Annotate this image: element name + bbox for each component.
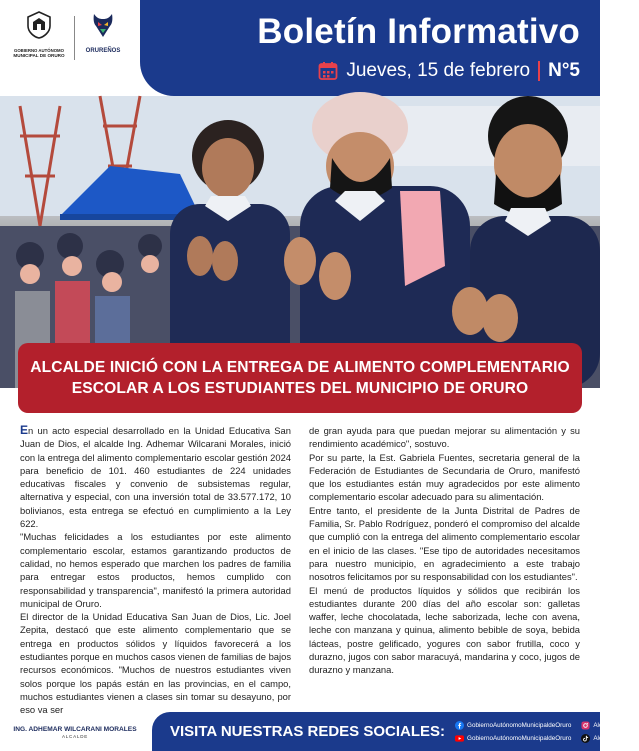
logo-divider: [74, 16, 75, 60]
header: [0, 0, 600, 96]
social-link-tiktok[interactable]: [581, 734, 638, 743]
logos: [8, 10, 128, 72]
title-panel: [140, 0, 600, 96]
diablada-mask-icon: [88, 10, 118, 40]
article-paragraph: "Muchas felicidades a los estudiantes por este alimento complementario escolar, estamos garantizando productos de calidad, no hemos esperado que marchen los padres de familia para entregar estos productos, hemos cumplido con responsabilidad y transparencia", manifestó la primera autoridad municipal de Oruro.: [20, 531, 291, 609]
orurenos-logo-text: ORUREÑOS: [85, 48, 121, 54]
social-label: AlcaldiadeOruro: [593, 721, 639, 729]
article-paragraph: Entre tanto, el presidente de la Junta Distrital de Padres de Familia, Sr. Pablo Rodríguez, ponderó el compromiso del alcalde que cumplió con la entrega del alimento complementario escolar en el inicio de las clases. "Ese tipo de autoridades necesitamos para nuestro municipio, en agradecimiento a este trabajo nosotros felicitamos por su responsabilidad con los estudiantes".: [309, 504, 580, 583]
article-paragraph: Por su parte, la Est. Gabriela Fuentes, secretaria general de la Federación de Estudiantes de Secundaria de Oruro, manifestó que los estudiantes están muy agradecidos por este alimento complementario escolar adecuado para su alimentación.: [309, 451, 580, 503]
article-column-right: [309, 424, 580, 696]
article-paragraph: de gran ayuda para que puedan mejorar su alimentación y su rendimiento académico", sostuvo.: [309, 425, 580, 450]
article-column-left: [20, 423, 292, 716]
social-heading: VISITA NUESTRAS REDES SOCIALES:: [170, 723, 446, 740]
paragraph-text: n un acto especial desarrollado en la Unidad Educativa San Juan de Dios, el alcalde Ing. Adhemar Wilcarani Morales, inició con la entrega del alimento complementario escolar gestión 2024 para beneficio de 101. 460 estudiantes de 224 unidades educativas fiscales y convenio de subsistemas regular, alternativa y especial, con una inversión total de 33.577.172, 10 bolivianos, esta entrega se efectuó en cumplimiento a la Ley 622.: [20, 425, 291, 530]
bulletin-date: Jueves, 15 de febrero: [346, 60, 531, 81]
social-label: GobiernoAutónomoMunicipaldeOruro: [467, 734, 572, 742]
headline-line2: ESCOLAR A LOS ESTUDIANTES DEL MUNICIPIO DE ORURO: [71, 380, 529, 397]
social-label: GobiernoAutónomoMunicipaldeOruro: [467, 721, 572, 729]
headline-line1: ALCALDE INICIÓ CON LA ENTREGA DE ALIMENTO COMPLEMENTARIO: [30, 359, 570, 376]
article-paragraph: [20, 424, 291, 530]
social-link-instagram[interactable]: [581, 721, 638, 730]
tiktok-icon: [581, 734, 590, 743]
mayor-role: ALCALDE: [61, 734, 89, 739]
municipal-shield-icon: [24, 10, 54, 40]
headline-banner: [18, 343, 582, 413]
issue-number: N°5: [548, 60, 580, 81]
social-links: [455, 721, 638, 743]
social-footer: [152, 712, 639, 751]
social-link-facebook[interactable]: [455, 721, 571, 730]
facebook-icon: [455, 721, 464, 730]
article-body: [20, 423, 580, 716]
mayor-name: ING. ADHEMAR WILCARANI MORALES: [13, 726, 137, 733]
date-divider: [538, 61, 540, 81]
instagram-icon: [581, 721, 590, 730]
drop-cap: E: [20, 423, 29, 437]
article-paragraph: El menú de productos líquidos y sólidos que recibirán los estudiantes durante 200 días del año escolar son: galletas waffer, leche chocolatada, leche saborizada, leche con avena, leche con manzana y quinua, alimento bebible de soya, bebida lácteas, postre gelificado, yogures con sabor frutilla, coco y durazno, jugos con sabor maracuyá, mandarina y coco, jugos de durazno y manzana.: [309, 584, 580, 676]
gam-logo: [8, 10, 70, 58]
orurenos-logo: [79, 10, 127, 55]
mayor-signature: [0, 712, 150, 751]
gam-logo-line1: GOBIERNO AUTÓNOMO: [14, 48, 64, 53]
bulletin-title: Boletín Informativo: [257, 12, 580, 51]
article-paragraph: El director de la Unidad Educativa San Juan de Dios, Lic. Joel Zepita, destacó que este alimento complementario que se entrega en productos sólidos y líquidos favorecerá a los estudiantes porque en muchos casos vienen de familias de bajos recursos económicos. "Muchos de nuestros estudiantes viven solos porque los papás están en las provincias, en el campo, muchos estudiantes vienen a clases sin tomar su desayuno, por eso va ser: [20, 611, 292, 716]
gam-logo-line2: MUNICIPAL DE ORURO: [13, 53, 65, 58]
social-link-youtube[interactable]: [455, 734, 571, 743]
date-row: [318, 60, 580, 82]
youtube-icon: [455, 734, 464, 743]
social-label: AlcaldiaOruro: [593, 734, 632, 742]
calendar-icon: [318, 61, 338, 81]
